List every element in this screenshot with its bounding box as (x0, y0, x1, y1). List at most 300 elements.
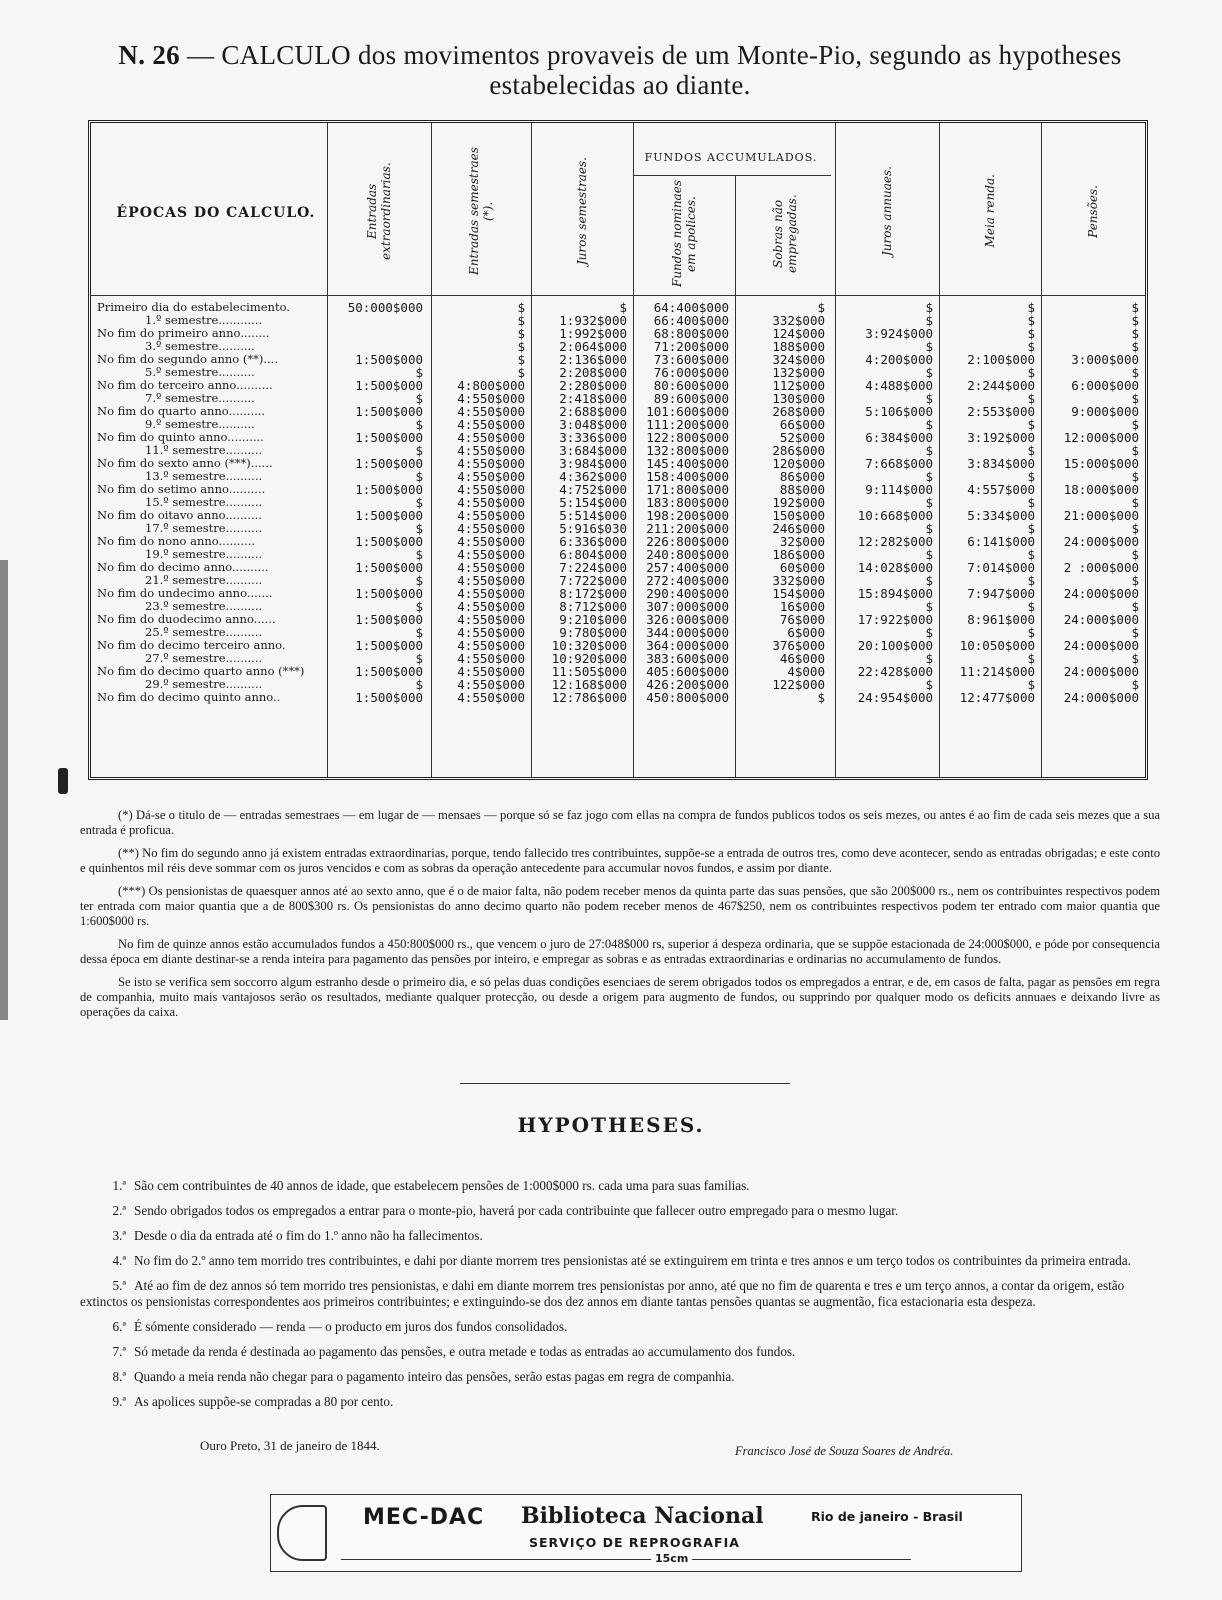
value-cell: 332$000 (772, 313, 825, 328)
value-cell: $ (415, 547, 423, 562)
title-text: — CALCULO dos movimentos provaveis de um Monte-Pio, segundo as hypotheses estabelecidas ao diante. (186, 40, 1122, 100)
value-cell: 1:500$000 (355, 560, 423, 575)
hypothesis-text: Até ao fim de dez annos só tem morrido tres pensionistas, e dahi em diante morrem tres pensionistas por anno, até que no fim de quarenta e tres e um terço annos, a contar da origem, estão extinctos os pensionistas correspondentes aos primeiros contribuintes; e extinguindo-se dos dez annos em diante tantas pensões quantas se augmentão, fica estacionaria esta despeza. (80, 1278, 1125, 1309)
value-cell: 4$000 (787, 664, 825, 679)
value-cell: 3:000$000 (1071, 352, 1139, 367)
value-cell: 24:000$000 (1063, 612, 1139, 627)
value-cell: 246$000 (772, 521, 825, 536)
value-cell: 22:428$000 (857, 664, 933, 679)
value-cell: $ (1131, 677, 1139, 692)
value-cell: 4:550$000 (457, 495, 525, 510)
value-cell: 192$000 (772, 495, 825, 510)
value-cell: 12:000$000 (1063, 430, 1139, 445)
epoca-cell: 27.º semestre.......... (145, 651, 263, 665)
value-cell: 132$000 (772, 365, 825, 380)
epocas-column (97, 301, 319, 704)
fundos-nominaes-column (635, 301, 735, 704)
value-cell: 4:752$000 (559, 482, 627, 497)
paragraph: Se isto se verifica sem soccorro algum estranho desde o primeiro dia, e só pelas duas condições esenciaes de serem obrigados todos os empregados a entrar, e de, em casos de falta, pagar as pensões em regra de companhia, muito mais vantajosos serão os resultados, mediante qualquer protecção, ou desde a origem para augmento de fundos, ou supprindo por qualquer modo os deficits annuaes e deixando livre as operações da caixa. (80, 975, 1160, 1019)
value-cell: 17:922$000 (857, 612, 933, 627)
value-cell: $ (925, 365, 933, 380)
value-cell: 6:000$000 (1071, 378, 1139, 393)
value-cell: $ (1131, 599, 1139, 614)
value-cell: 257:400$000 (646, 560, 729, 575)
value-cell: 21:000$000 (1063, 508, 1139, 523)
value-cell: $ (925, 677, 933, 692)
value-cell: $ (415, 677, 423, 692)
ink-blot (58, 768, 68, 794)
hypothesis-number: 5.ª (112, 1278, 126, 1293)
value-cell: 4:800$000 (457, 378, 525, 393)
epoca-cell: 15.º semestre.......... (145, 495, 263, 509)
hypothesis-number: 8.ª (112, 1369, 126, 1384)
value-cell: 112$000 (772, 378, 825, 393)
value-cell: 286$000 (772, 443, 825, 458)
hypothesis-text: As apolices suppõe-se compradas a 80 por cento. (134, 1394, 394, 1409)
value-cell: $ (1131, 547, 1139, 562)
hypothesis-text: Quando a meia renda não chegar para o pagamento inteiro das pensões, serão estas pagas em regra de companhia. (134, 1369, 735, 1384)
value-cell: 3:984$000 (559, 456, 627, 471)
value-cell: 46$000 (779, 651, 825, 666)
value-cell: $ (925, 417, 933, 432)
divider (460, 1083, 790, 1084)
value-cell: 71:200$000 (653, 339, 729, 354)
hypothesis-number: 7.ª (112, 1344, 126, 1359)
value-cell: $ (925, 313, 933, 328)
value-cell: $ (1131, 339, 1139, 354)
value-cell: 6:804$000 (559, 547, 627, 562)
value-cell: $ (1131, 521, 1139, 536)
hypothesis-item (80, 1253, 1170, 1269)
epoca-cell: 3.º semestre.......... (145, 339, 255, 353)
value-cell: 4:550$000 (457, 391, 525, 406)
epoca-cell: No fim do terceiro anno.......... (97, 378, 273, 392)
header-meia-renda: Meia renda. (983, 174, 997, 248)
value-cell: $ (1027, 521, 1035, 536)
value-cell: $ (415, 495, 423, 510)
value-cell: 11:214$000 (959, 664, 1035, 679)
hypothesis-item (80, 1203, 1170, 1219)
value-cell: 405:600$000 (646, 664, 729, 679)
value-cell: 5:106$000 (865, 404, 933, 419)
value-cell: 16$000 (779, 599, 825, 614)
value-cell: 1:500$000 (355, 690, 423, 705)
meia-renda-column (941, 301, 1041, 704)
value-cell: 86$000 (779, 469, 825, 484)
value-cell: 426:200$000 (646, 677, 729, 692)
value-cell: 4:550$000 (457, 599, 525, 614)
juros-annuaes-column (837, 301, 939, 704)
hypothesis-number: 4.ª (112, 1253, 126, 1268)
value-cell: 11:505$000 (551, 664, 627, 679)
epoca-cell: No fim do oitavo anno.......... (97, 508, 262, 522)
value-cell: 9:114$000 (865, 482, 933, 497)
value-cell: $ (925, 391, 933, 406)
juros-semestraes-column (533, 301, 633, 704)
value-cell: $ (1131, 417, 1139, 432)
value-cell: 226:800$000 (646, 534, 729, 549)
value-cell: 4:550$000 (457, 573, 525, 588)
calculation-table (88, 120, 1148, 780)
value-cell: $ (1131, 495, 1139, 510)
table-number: N. 26 (118, 40, 180, 70)
value-cell: 4:550$000 (457, 534, 525, 549)
value-cell: $ (415, 443, 423, 458)
value-cell: 326:000$000 (646, 612, 729, 627)
value-cell: 3:924$000 (865, 326, 933, 341)
value-cell: $ (1131, 651, 1139, 666)
value-cell: 1:992$000 (559, 326, 627, 341)
value-cell: 5:514$000 (559, 508, 627, 523)
value-cell: 52$000 (779, 430, 825, 445)
value-cell: 80:600$000 (653, 378, 729, 393)
value-cell: 9:780$000 (559, 625, 627, 640)
value-cell: $ (517, 326, 525, 341)
epoca-cell: 11.º semestre.......... (145, 443, 263, 457)
value-cell: $ (1027, 300, 1035, 315)
value-cell: 307:000$000 (646, 599, 729, 614)
value-cell: $ (415, 365, 423, 380)
value-cell: 1:500$000 (355, 612, 423, 627)
value-cell: 268$000 (772, 404, 825, 419)
stamp-mec: MEC-DAC (363, 1505, 485, 1530)
value-cell: 383:600$000 (646, 651, 729, 666)
value-cell: 450:800$000 (646, 690, 729, 705)
value-cell: 24:000$000 (1063, 638, 1139, 653)
value-cell: $ (1131, 469, 1139, 484)
value-cell: $ (925, 547, 933, 562)
value-cell: $ (1131, 391, 1139, 406)
value-cell: $ (415, 573, 423, 588)
value-cell: 2 :000$000 (1063, 560, 1139, 575)
header-epocas: ÉPOCAS DO CALCULO. (116, 205, 316, 221)
value-cell: 8:961$000 (967, 612, 1035, 627)
value-cell: 120$000 (772, 456, 825, 471)
value-cell: $ (1131, 443, 1139, 458)
epoca-cell: No fim do quinto anno.......... (97, 430, 264, 444)
scale-ruler (341, 1559, 911, 1560)
value-cell: 9:210$000 (559, 612, 627, 627)
epoca-cell: 23.º semestre.......... (145, 599, 263, 613)
header-fundos-nominaes: Fundos nominaes em apolices. (670, 180, 698, 288)
header-juros-semestraes: Juros semestraes. (575, 156, 589, 266)
epoca-cell: 21.º semestre.......... (145, 573, 263, 587)
hypothesis-item (80, 1319, 1170, 1335)
value-cell: 2:208$000 (559, 365, 627, 380)
footnote: (**) No fim do segundo anno já existem entradas extraordinarias, porque, tendo fallecido tres contribuintes, suppõe-se a entrada de outros tres, como deve acontecer, sendo as entradas obrigadas; e este conto e quinhentos mil réis deve sommar com os juros vencidos e com as sobras da operação antecedente para accumular novos fundos, e assim por diante. (80, 846, 1160, 875)
value-cell: $ (1027, 391, 1035, 406)
epoca-cell: 29.º semestre.......... (145, 677, 263, 691)
hypothesis-item (80, 1228, 1170, 1244)
value-cell: $ (925, 521, 933, 536)
value-cell: 9:000$000 (1071, 404, 1139, 419)
value-cell: 10:920$000 (551, 651, 627, 666)
hypotheses-title: HYPOTHESES. (517, 1113, 705, 1137)
epoca-cell: No fim do decimo quarto anno (***) (97, 664, 305, 678)
value-cell: 5:334$000 (967, 508, 1035, 523)
value-cell: 186$000 (772, 547, 825, 562)
value-cell: 10:320$000 (551, 638, 627, 653)
hypotheses-list (80, 1178, 1170, 1419)
value-cell: 211:200$000 (646, 521, 729, 536)
value-cell: 12:282$000 (857, 534, 933, 549)
value-cell: 290:400$000 (646, 586, 729, 601)
value-cell: 4:488$000 (865, 378, 933, 393)
library-stamp (270, 1494, 1022, 1572)
pensoes-column (1043, 301, 1145, 704)
header-fundos-accumulados: FUNDOS ACCUMULADOS. (644, 151, 818, 164)
value-cell: 2:418$000 (559, 391, 627, 406)
value-cell: 4:550$000 (457, 651, 525, 666)
value-cell: $ (415, 391, 423, 406)
value-cell: 6:336$000 (559, 534, 627, 549)
value-cell: 7:722$000 (559, 573, 627, 588)
value-cell: 4:550$000 (457, 443, 525, 458)
value-cell: $ (925, 443, 933, 458)
value-cell: $ (817, 690, 825, 705)
epoca-cell: Primeiro dia do estabelecimento. (97, 300, 290, 314)
hypothesis-text: É sómente considerado — renda — o producto em juros dos fundos consolidados. (134, 1319, 568, 1334)
value-cell (329, 314, 423, 327)
epoca-cell: 9.º semestre.......... (145, 417, 255, 431)
value-cell: 76$000 (779, 612, 825, 627)
value-cell: 73:600$000 (653, 352, 729, 367)
value-cell: 145:400$000 (646, 456, 729, 471)
value-cell: $ (1131, 365, 1139, 380)
value-cell: 2:244$000 (967, 378, 1035, 393)
value-cell: $ (1027, 677, 1035, 692)
value-cell: 89:600$000 (653, 391, 729, 406)
hypothesis-item (80, 1344, 1170, 1360)
hypothesis-text: Só metade da renda é destinada ao pagamento das pensões, e outra metade e todas as entradas ao accumulamento dos fundos. (134, 1344, 796, 1359)
value-cell: 3:684$000 (559, 443, 627, 458)
hypothesis-number: 3.ª (112, 1228, 126, 1243)
entradas-extraordinarias-column (329, 301, 429, 704)
epoca-cell: 5.º semestre.......... (145, 365, 255, 379)
value-cell: $ (925, 625, 933, 640)
value-cell: 4:550$000 (457, 469, 525, 484)
value-cell: 4:550$000 (457, 482, 525, 497)
header-entradas-extraordinarias: Entradas extraordinarias. (365, 162, 393, 260)
footnotes (80, 808, 1160, 1028)
value-cell: $ (1027, 365, 1035, 380)
epoca-cell: 19.º semestre.......... (145, 547, 263, 561)
value-cell: $ (925, 573, 933, 588)
header-entradas-semestraes: Entradas semestraes (*). (467, 147, 495, 275)
value-cell: 4:550$000 (457, 560, 525, 575)
value-cell: $ (1027, 573, 1035, 588)
signature: Francisco José de Souza Soares de Andréa. (735, 1444, 954, 1458)
sobras-column (737, 301, 835, 704)
value-cell: 6:384$000 (865, 430, 933, 445)
value-cell: 12:168$000 (551, 677, 627, 692)
value-cell: 188$000 (772, 339, 825, 354)
value-cell: 32$000 (779, 534, 825, 549)
value-cell: 3:834$000 (967, 456, 1035, 471)
value-cell: 1:500$000 (355, 664, 423, 679)
epoca-cell: 17.º semestre.......... (145, 521, 263, 535)
value-cell: 124$000 (772, 326, 825, 341)
value-cell: $ (1027, 417, 1035, 432)
value-cell: 4:550$000 (457, 625, 525, 640)
value-cell: $ (925, 300, 933, 315)
value-cell: 2:280$000 (559, 378, 627, 393)
value-cell: $ (925, 651, 933, 666)
hypothesis-item (80, 1369, 1170, 1385)
hypothesis-number: 2.ª (112, 1203, 126, 1218)
value-cell: $ (1131, 326, 1139, 341)
value-cell: 4:550$000 (457, 417, 525, 432)
value-cell: 68:800$000 (653, 326, 729, 341)
value-cell: 2:553$000 (967, 404, 1035, 419)
footnote: (*) Dá-se o titulo de — entradas semestraes — em lugar de — mensaes — porque só se faz jogo com ellas na compra de fundos publicos todos os seis mezes, ou antes é ao fim de cada seis mezes que a sua entrada é proficua. (80, 808, 1160, 837)
value-cell: 2:688$000 (559, 404, 627, 419)
page-title (90, 40, 1150, 100)
value-cell: 76:000$000 (653, 365, 729, 380)
value-cell: 324$000 (772, 352, 825, 367)
value-cell: 4:550$000 (457, 404, 525, 419)
value-cell: 15:000$000 (1063, 456, 1139, 471)
value-cell: 272:400$000 (646, 573, 729, 588)
value-cell: 332$000 (772, 573, 825, 588)
value-cell: $ (517, 365, 525, 380)
value-cell: $ (817, 300, 825, 315)
epoca-cell: No fim do sexto anno (***)...... (97, 456, 273, 470)
value-cell: $ (415, 625, 423, 640)
epoca-cell: No fim do undecimo anno....... (97, 586, 273, 600)
library-logo-icon (277, 1505, 327, 1561)
epoca-cell: 13.º semestre.......... (145, 469, 263, 483)
value-cell: 4:550$000 (457, 586, 525, 601)
value-cell: 4:550$000 (457, 430, 525, 445)
value-cell: 6:141$000 (967, 534, 1035, 549)
value-cell: 4:550$000 (457, 677, 525, 692)
stamp-library: Biblioteca Nacional (521, 1503, 764, 1529)
header-pensoes: Pensões. (1086, 184, 1100, 238)
value-cell: 12:477$000 (959, 690, 1035, 705)
value-cell: 2:064$000 (559, 339, 627, 354)
entradas-semestraes-column (433, 301, 531, 704)
value-cell: 101:600$000 (646, 404, 729, 419)
epoca-cell: No fim do segundo anno (**).... (97, 352, 278, 366)
value-cell: 122$000 (772, 677, 825, 692)
hypothesis-text: No fim do 2.º anno tem morrido tres contribuintes, e dahi por diante morrem tres pensionistas até se extinguirem em trinta e tres annos e um terço todos os contribuintes da primeira entrada. (134, 1253, 1131, 1268)
value-cell: 344:000$000 (646, 625, 729, 640)
value-cell: 1:500$000 (355, 638, 423, 653)
value-cell: 1:500$000 (355, 378, 423, 393)
value-cell: $ (415, 417, 423, 432)
header-divider (91, 295, 1145, 296)
value-cell: 7:014$000 (967, 560, 1035, 575)
value-cell: 4:550$000 (457, 547, 525, 562)
value-cell: $ (1027, 313, 1035, 328)
hypothesis-item (80, 1278, 1170, 1310)
value-cell: 4:200$000 (865, 352, 933, 367)
value-cell: 7:947$000 (967, 586, 1035, 601)
value-cell: $ (925, 339, 933, 354)
value-cell: 50:000$000 (347, 300, 423, 315)
value-cell: $ (1027, 326, 1035, 341)
value-cell: 66$000 (779, 417, 825, 432)
value-cell: 64:400$000 (653, 300, 729, 315)
value-cell: $ (517, 313, 525, 328)
epoca-cell: 1.º semestre............ (145, 313, 263, 327)
value-cell: 5:916$030 (559, 521, 627, 536)
value-cell: 158:400$000 (646, 469, 729, 484)
value-cell: $ (1131, 573, 1139, 588)
value-cell: 4:550$000 (457, 612, 525, 627)
value-cell: $ (925, 495, 933, 510)
value-cell: 1:500$000 (355, 352, 423, 367)
value-cell: 4:550$000 (457, 638, 525, 653)
value-cell: 10:668$000 (857, 508, 933, 523)
value-cell: $ (415, 599, 423, 614)
value-cell: 24:000$000 (1063, 664, 1139, 679)
value-cell: 12:786$000 (551, 690, 627, 705)
value-cell: 1:500$000 (355, 482, 423, 497)
stamp-city: Rio de janeiro - Brasil (811, 1509, 963, 1524)
value-cell: $ (1027, 651, 1035, 666)
value-cell: 3:192$000 (967, 430, 1035, 445)
value-cell: 4:557$000 (967, 482, 1035, 497)
value-cell: 240:800$000 (646, 547, 729, 562)
value-cell: 14:028$000 (857, 560, 933, 575)
epoca-cell: No fim do decimo anno.......... (97, 560, 269, 574)
stamp-service: SERVIÇO DE REPROGRAFIA (529, 1535, 740, 1550)
value-cell: $ (925, 469, 933, 484)
value-cell: 15:894$000 (857, 586, 933, 601)
value-cell: 150$000 (772, 508, 825, 523)
value-cell: 66:400$000 (653, 313, 729, 328)
value-cell: 183:800$000 (646, 495, 729, 510)
value-cell: $ (619, 300, 627, 315)
value-cell: 4:550$000 (457, 664, 525, 679)
value-cell: 4:550$000 (457, 690, 525, 705)
value-cell: 7:224$000 (559, 560, 627, 575)
value-cell: $ (517, 352, 525, 367)
footnote: (***) Os pensionistas de quaesquer annos até ao sexto anno, que é o de maior falta, não podem receber menos da quinta parte das suas pensões, que são 200$000 rs., nem os contribuintes respectivos podem ter entrada com maior quantia que a de 800$300 rs. Os pensionistas do anno decimo quarto não podem receber menos de 467$250, nem os contribuintes respectivos podem ter entrado com maior quantia que 1:600$000 rs. (80, 884, 1160, 928)
value-cell: 2:136$000 (559, 352, 627, 367)
hypothesis-text: São cem contribuintes de 40 annos de idade, que estabelecem pensões de 1:000$000 rs. cada uma para suas familias. (134, 1178, 750, 1193)
value-cell: $ (1027, 443, 1035, 458)
value-cell: 4:550$000 (457, 456, 525, 471)
epoca-cell: 7.º semestre.......... (145, 391, 255, 405)
value-cell: $ (1027, 599, 1035, 614)
value-cell: 122:800$000 (646, 430, 729, 445)
value-cell: $ (1027, 339, 1035, 354)
epoca-cell: No fim do quarto anno.......... (97, 404, 266, 418)
value-cell: 6$000 (787, 625, 825, 640)
value-cell: 7:668$000 (865, 456, 933, 471)
value-cell: 1:500$000 (355, 456, 423, 471)
value-cell: 132:800$000 (646, 443, 729, 458)
value-cell: 4:550$000 (457, 508, 525, 523)
scan-edge-shadow (0, 560, 8, 1020)
hypothesis-number: 1.ª (112, 1178, 126, 1193)
place-date: Ouro Preto, 31 de janeiro de 1844. (200, 1438, 380, 1453)
epoca-cell: No fim do primeiro anno........ (97, 326, 270, 340)
value-cell: $ (1131, 313, 1139, 328)
value-cell: $ (415, 651, 423, 666)
hypothesis-text: Sendo obrigados todos os empregados a entrar para o monte-pio, haverá por cada contribuinte que fallecer outro empregado para o mesmo lugar. (134, 1203, 899, 1218)
value-cell: 8:712$000 (559, 599, 627, 614)
value-cell: 376$000 (772, 638, 825, 653)
value-cell: $ (1027, 547, 1035, 562)
value-cell: 198:200$000 (646, 508, 729, 523)
value-cell: 111:200$000 (646, 417, 729, 432)
hypothesis-number: 6.ª (112, 1319, 126, 1334)
epoca-cell: No fim do decimo quinto anno.. (97, 690, 281, 704)
